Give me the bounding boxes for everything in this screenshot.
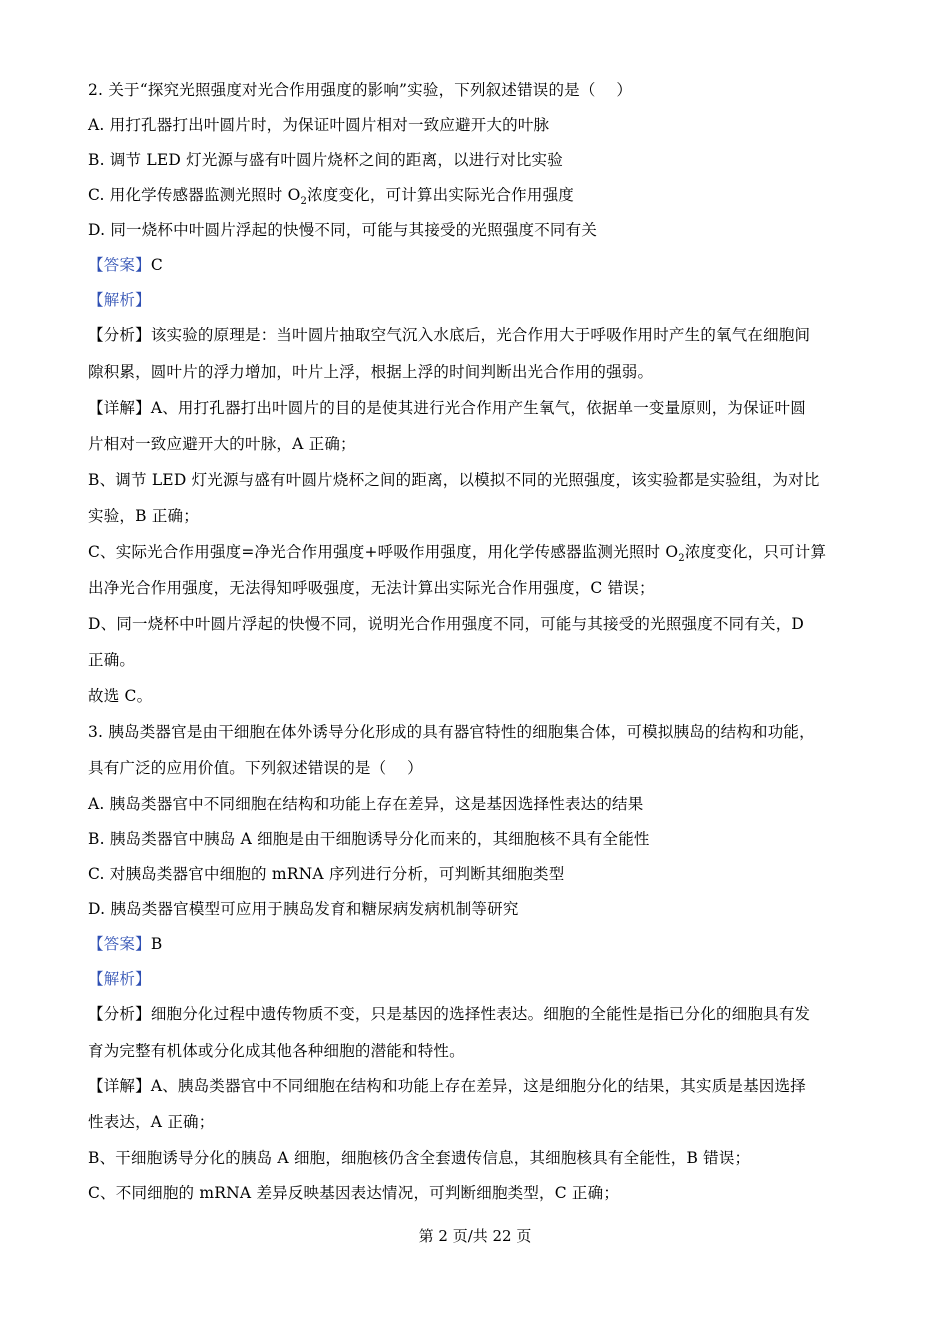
q2-analysis-tag: 【解析】 [88,291,151,309]
q2-detail-a-1 [88,398,806,418]
q3-detail-c: C、不同细胞的 mRNA 差异反映基因表达情况，可判断细胞类型，C 正确； [88,1184,620,1202]
q2-fenxi-1 [88,325,810,345]
q2-option-b: B. 调节 LED 灯光源与盛有叶圆片烧杯之间的距离，以进行对比实验 [88,151,563,169]
q2-detail-a-text-1: A、用打孔器打出叶圆片的目的是使其进行光合作用产生氧气，依据单一变量原则，为保证叶圆 [150,399,806,417]
q3-fenxi-1 [88,1004,810,1024]
q2-detail-b-1: B、调节 LED 灯光源与盛有叶圆片烧杯之间的距离，以模拟不同的光照强度，该实验都是实验组，为对比 [88,471,820,489]
q2-fenxi-2: 隙积累，圆叶片的浮力增加，叶片上浮，根据上浮的时间判断出光合作用的强弱。 [88,363,654,381]
q2-answer [88,255,163,275]
page-number-footer: 第 2 页/共 22 页 [418,1227,532,1245]
q3-detail-a-text-1: A、胰岛类器官中不同细胞在结构和功能上存在差异，这是细胞分化的结果，其实质是基因选择 [150,1077,806,1095]
q2-detail-c-post: 浓度变化，只可计算 [684,543,827,561]
q3-stem-2: 具有广泛的应用价值。下列叙述错误的是（ ） [88,759,423,777]
q3-detail-a-1 [88,1076,806,1096]
q2-option-c-post: 浓度变化，可计算出实际光合作用强度 [307,186,574,204]
q3-detail-tag: 【详解】 [88,1077,151,1095]
q3-fenxi-text-1: 细胞分化过程中遗传物质不变，只是基因的选择性表达。细胞的全能性是指已分化的细胞具有发 [150,1005,811,1023]
q2-detail-d-1: D、同一烧杯中叶圆片浮起的快慢不同，说明光合作用强度不同，可能与其接受的光照强度不同有关，D [88,615,805,633]
q3-answer-value: B [150,935,163,953]
q2-detail-tag: 【详解】 [88,399,151,417]
q2-detail-c-sub: 2 [678,553,685,565]
q3-fenxi-tag: 【分析】 [88,1005,151,1023]
q3-option-b: B. 胰岛类器官中胰岛 A 细胞是由干细胞诱导分化而来的，其细胞核不具有全能性 [88,830,650,848]
q3-answer [88,934,162,954]
q3-detail-b: B、干细胞诱导分化的胰岛 A 细胞，细胞核仍含全套遗传信息，其细胞核具有全能性，B 错误； [88,1149,751,1167]
q2-conclusion: 故选 C。 [88,687,153,705]
q2-option-c [88,185,574,212]
q3-analysis-tag: 【解析】 [88,970,151,988]
q2-detail-b-2: 实验，B 正确； [88,507,199,525]
q2-option-c-sub: 2 [300,196,308,208]
q3-detail-a-2: 性表达，A 正确； [88,1113,215,1131]
q2-detail-c-pre: C、实际光合作用强度=净光合作用强度+呼吸作用强度，用化学传感器监测光照时 O [88,543,679,561]
q2-fenxi-tag: 【分析】 [88,326,151,344]
q2-stem: 2. 关于“探究光照强度对光合作用强度的影响”实验，下列叙述错误的是（ ） [88,81,633,99]
q3-option-c: C. 对胰岛类器官中细胞的 mRNA 序列进行分析，可判断其细胞类型 [88,865,565,883]
q2-fenxi-text-1: 该实验的原理是：当叶圆片抽取空气沉入水底后，光合作用大于呼吸作用时产生的氧气在细胞间 [150,326,811,344]
q3-stem-1: 3. 胰岛类器官是由干细胞在体外诱导分化形成的具有器官特性的细胞集合体，可模拟胰岛的结构和功能， [88,723,815,741]
q2-detail-d-2: 正确。 [88,651,136,669]
q2-detail-c-2: 出净光合作用强度，无法得知呼吸强度，无法计算出实际光合作用强度，C 错误； [88,579,655,597]
q2-detail-a-2: 片相对一致应避开大的叶脉，A 正确； [88,435,356,453]
q3-option-a: A. 胰岛类器官中不同细胞在结构和功能上存在差异，这是基因选择性表达的结果 [88,795,644,813]
q3-fenxi-2: 育为完整有机体或分化成其他各种细胞的潜能和特性。 [88,1042,465,1060]
q2-answer-value: C [150,256,163,274]
q3-option-d: D. 胰岛类器官模型可应用于胰岛发育和糖尿病发病机制等研究 [88,900,519,918]
q2-option-a: A. 用打孔器打出叶圆片时，为保证叶圆片相对一致应避开大的叶脉 [88,116,550,134]
q2-option-c-pre: C. 用化学传感器监测光照时 O [88,186,301,204]
q2-detail-c-1 [88,542,826,569]
q2-option-d: D. 同一烧杯中叶圆片浮起的快慢不同，可能与其接受的光照强度不同有关 [88,221,598,239]
q2-answer-tag: 【答案】 [88,256,151,274]
q3-answer-tag: 【答案】 [88,935,151,953]
